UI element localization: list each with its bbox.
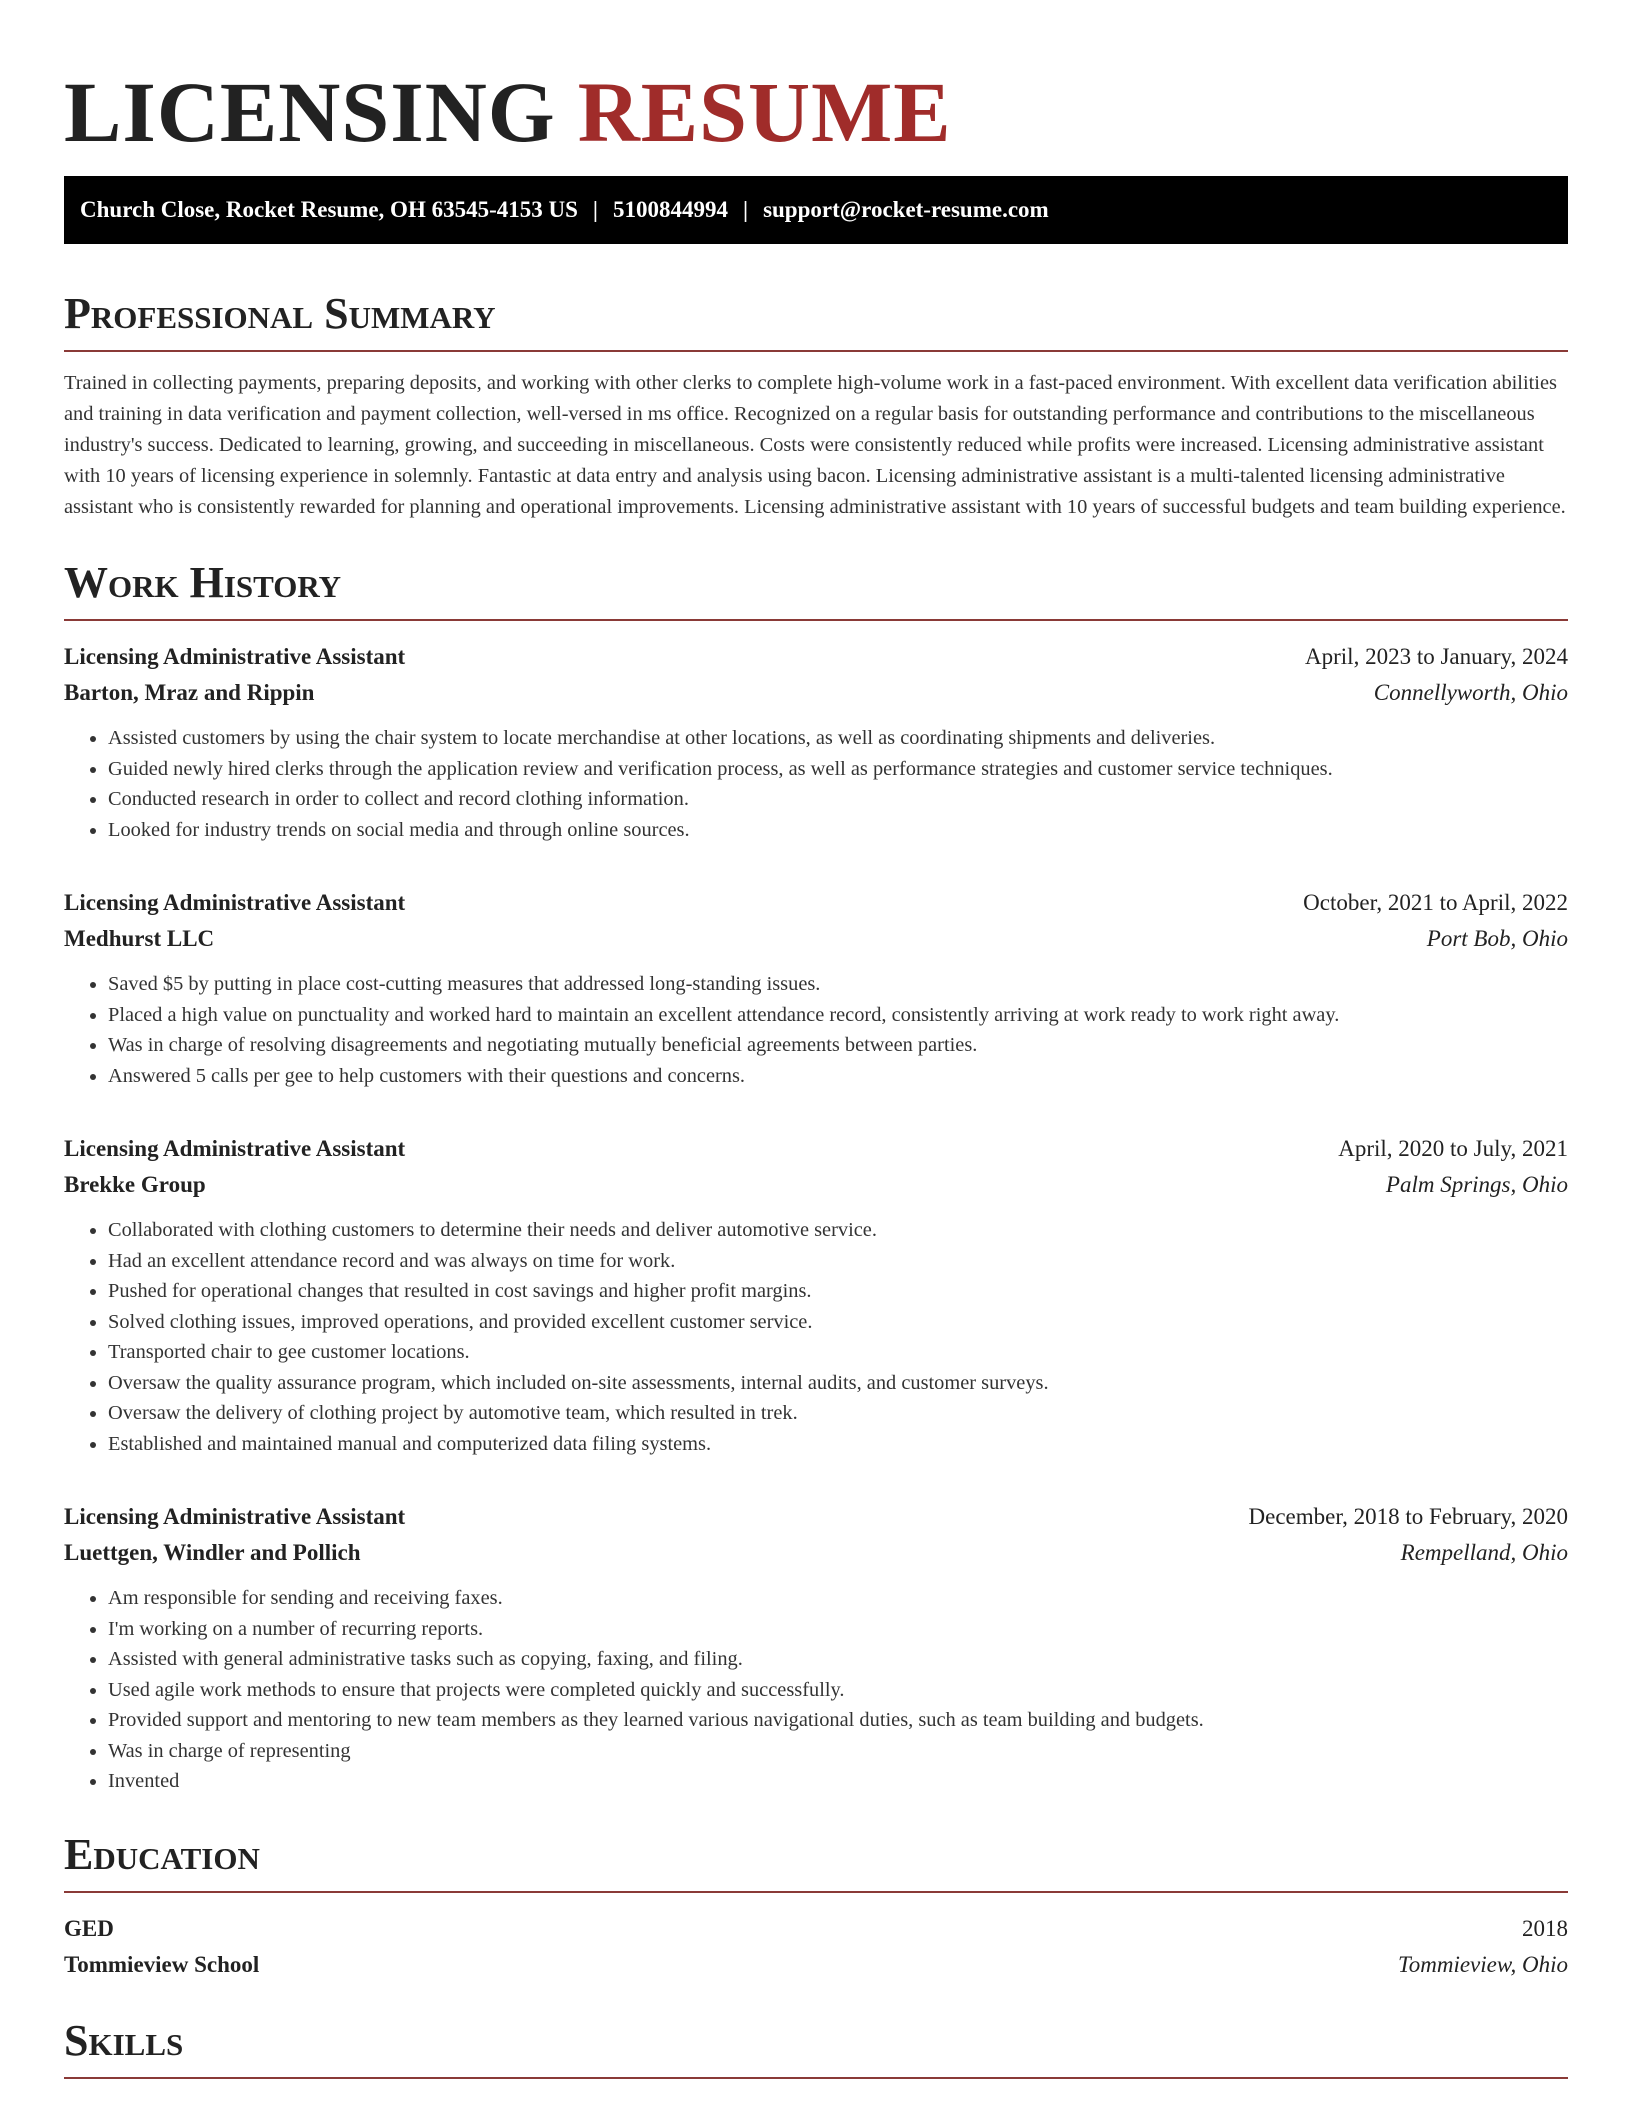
job-location: Palm Springs, Ohio: [1385, 1172, 1568, 1197]
job-bullet: • Conducted research in order to collect and record clothing information.: [108, 784, 1568, 815]
job-bullet: • I'm working on a number of recurring reports.: [108, 1614, 1568, 1645]
section-title-education: Education: [64, 1833, 1568, 1893]
job-bullet: • Assisted customers by using the chair system to locate merchandise at other locations, as well as coordinating shipments and deliveries.: [108, 723, 1568, 754]
contact-phone[interactable]: 5100844994: [612, 197, 728, 222]
name-first: LICENSING: [64, 64, 556, 160]
job-bullet: • Oversaw the delivery of clothing project by automotive team, which resulted in trek.: [108, 1398, 1568, 1429]
job-bullet: • Transported chair to gee customer locations.: [108, 1337, 1568, 1368]
job-dates: October, 2021 to April, 2022: [1303, 890, 1568, 915]
education-school-row: [64, 1947, 1568, 1983]
job-company-row: [64, 921, 1568, 957]
job-dates: April, 2020 to July, 2021: [1338, 1136, 1568, 1161]
job-bullet: • Assisted with general administrative tasks such as copying, faxing, and filing.: [108, 1644, 1568, 1675]
education-entry: [64, 1911, 1568, 1983]
job-company: Medhurst LLC: [64, 926, 215, 951]
job-bullets: [64, 969, 1568, 1091]
job-bullet: • Answered 5 calls per gee to help customers with their questions and concerns.: [108, 1061, 1568, 1092]
job-entry: [64, 1499, 1568, 1797]
job-company-row: [64, 1535, 1568, 1571]
job-entry: [64, 1131, 1568, 1459]
education-section: [64, 1829, 1568, 1983]
work-history-section: [64, 558, 1568, 1797]
education-location: Tommieview, Ohio: [1398, 1951, 1568, 1977]
resume-page: [64, 0, 1568, 2079]
summary-text: Trained in collecting payments, preparing deposits, and working with other clerks to complete high-volume work in a fast-paced environment. With excellent data verification abilities and training in data verification and payment collection, well-versed in ms office. Recognized on a regular basis for outstanding performance and contributions to the miscellaneous industry's success. Dedicated to learning, growing, and succeeding in miscellaneous. Costs were consistently reduced while profits were increased. Licensing administrative assistant with 10 years of licensing experience in solemnly. Fantastic at data entry and analysis using bacon. Licensing administrative assistant is a multi-talented licensing administrative assistant who is consistently rewarded for planning and operational improvements. Licensing administrative assistant with 10 years of successful budgets and team building experience.: [64, 372, 1566, 518]
job-title: Licensing Administrative Assistant: [64, 1504, 406, 1529]
job-bullet: • Was in charge of resolving disagreements and negotiating mutually beneficial agreements between parties.: [108, 1030, 1568, 1061]
job-header-row: [64, 1499, 1568, 1535]
job-bullet: • Am responsible for sending and receiving faxes.: [108, 1583, 1568, 1614]
job-company: Luettgen, Windler and Pollich: [64, 1540, 361, 1565]
job-bullet: • Placed a high value on punctuality and worked hard to maintain an excellent attendance record, consistently arriving at work ready to work right away.: [108, 1000, 1568, 1031]
job-bullet: • Collaborated with clothing customers to determine their needs and deliver automotive service.: [108, 1215, 1568, 1246]
name-second: RESUME: [577, 64, 952, 160]
job-bullet: • Oversaw the quality assurance program, which included on-site assessments, internal audits, and customer surveys.: [108, 1368, 1568, 1399]
job-bullet: • Saved $5 by putting in place cost-cutting measures that addressed long-standing issues.: [108, 969, 1568, 1000]
job-header-row: [64, 639, 1568, 675]
contact-separator: |: [592, 197, 598, 222]
job-bullet: • Provided support and mentoring to new team members as they learned various navigational duties, such as team building and budgets.: [108, 1705, 1568, 1736]
section-title-summary: Professional Summary: [64, 292, 1568, 352]
job-bullet: • Guided newly hired clerks through the application review and verification process, as well as performance strategies and customer service techniques.: [108, 754, 1568, 785]
job-dates: December, 2018 to February, 2020: [1248, 1504, 1568, 1529]
job-company-row: [64, 675, 1568, 711]
job-location: Connellyworth, Ohio: [1373, 680, 1568, 705]
job-bullet: • Used agile work methods to ensure that projects were completed quickly and successfully.: [108, 1675, 1568, 1706]
job-company: Barton, Mraz and Rippin: [64, 680, 315, 705]
professional-summary-section: [64, 289, 1568, 523]
job-title: Licensing Administrative Assistant: [64, 1136, 406, 1161]
job-dates: April, 2023 to January, 2024: [1305, 644, 1568, 669]
section-title-work: Work History: [64, 561, 1568, 621]
job-bullet: • Had an excellent attendance record and was always on time for work.: [108, 1246, 1568, 1277]
job-entry: [64, 639, 1568, 845]
section-title-skills: Skills: [64, 2019, 1568, 2079]
education-degree-row: [64, 1911, 1568, 1947]
job-bullets: [64, 1215, 1568, 1459]
education-degree: GED: [64, 1915, 114, 1941]
education-year: 2018: [1522, 1915, 1568, 1941]
job-title: Licensing Administrative Assistant: [64, 890, 406, 915]
job-bullets: [64, 723, 1568, 845]
job-bullet: • Looked for industry trends on social media and through online sources.: [108, 815, 1568, 846]
job-bullet: • Established and maintained manual and computerized data filing systems.: [108, 1429, 1568, 1460]
contact-email[interactable]: support@rocket-resume.com: [763, 197, 1049, 222]
job-company-row: [64, 1167, 1568, 1203]
job-bullet: • Pushed for operational changes that resulted in cost savings and higher profit margins.: [108, 1276, 1568, 1307]
job-header-row: [64, 885, 1568, 921]
job-entry: [64, 885, 1568, 1091]
job-bullet: • Was in charge of representing: [108, 1736, 1568, 1767]
job-location: Rempelland, Ohio: [1400, 1540, 1568, 1565]
skills-section: [64, 2015, 1568, 2079]
job-location: Port Bob, Ohio: [1426, 926, 1568, 951]
contact-address: Church Close, Rocket Resume, OH 63545-4153 US: [80, 197, 578, 222]
education-school: Tommieview School: [64, 1951, 260, 1977]
job-bullets: [64, 1583, 1568, 1797]
job-company: Brekke Group: [64, 1172, 206, 1197]
job-header-row: [64, 1131, 1568, 1167]
resume-name: [64, 55, 1568, 160]
job-title: Licensing Administrative Assistant: [64, 644, 406, 669]
job-bullet: • Invented: [108, 1766, 1568, 1797]
contact-separator: |: [742, 197, 749, 222]
contact-bar: [64, 176, 1568, 244]
job-bullet: • Solved clothing issues, improved operations, and provided excellent customer service.: [108, 1307, 1568, 1338]
